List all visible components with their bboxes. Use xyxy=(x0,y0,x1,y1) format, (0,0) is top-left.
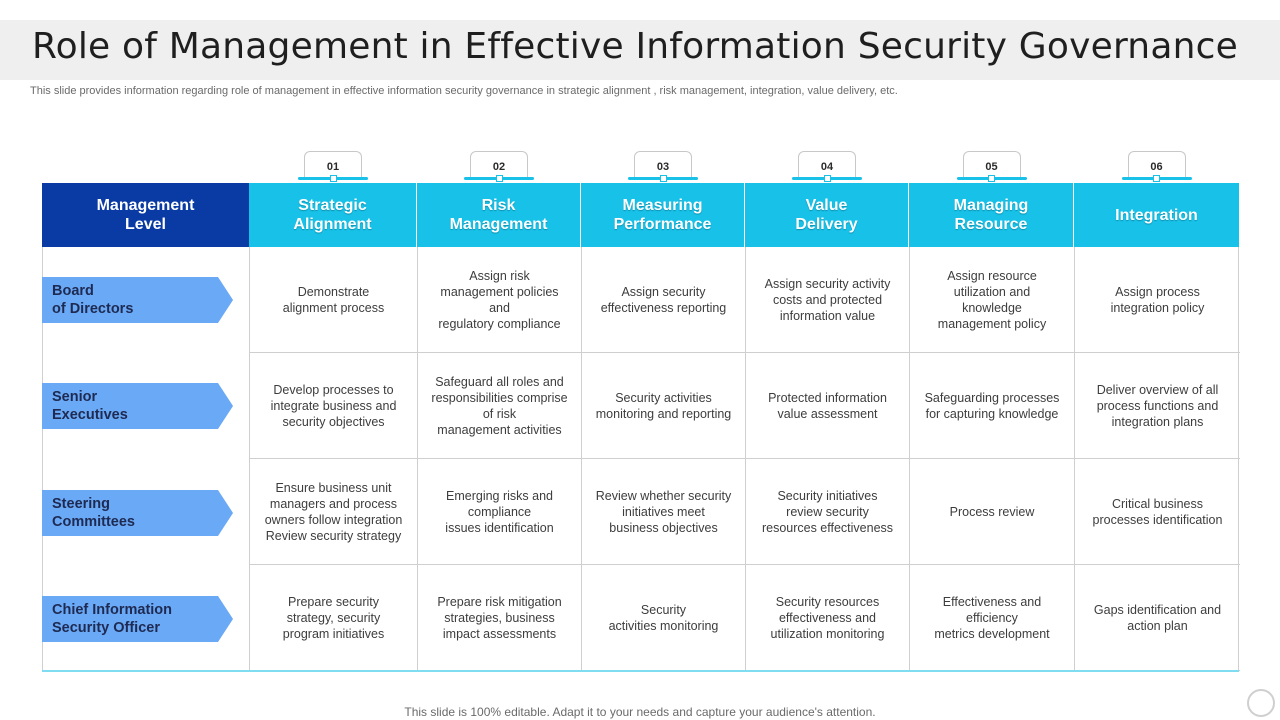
footer-note: This slide is 100% editable. Adapt it to your needs and capture your audience's attention. xyxy=(404,705,876,719)
table-cell: Assign resource utilization and knowledge management policy xyxy=(910,247,1075,353)
column-number-1: 01 xyxy=(304,151,362,178)
table-cell: Protected information value assessment xyxy=(746,353,910,459)
row-label-arrow xyxy=(42,490,233,536)
table-cell: Safeguard all roles and responsibilities comprise of risk management activities xyxy=(418,353,582,459)
page-title: Role of Management in Effective Information Security Governance xyxy=(32,26,1238,67)
table-cell: Critical business processes identification xyxy=(1075,459,1240,565)
table-cell: Deliver overview of all process functions and integration plans xyxy=(1075,353,1240,459)
table-cell: Security initiatives review security resources effectiveness xyxy=(746,459,910,565)
column-header-3: Measuring Performance xyxy=(581,183,745,247)
table-cell: Prepare risk mitigation strategies, business impact assessments xyxy=(418,565,582,671)
row-label-text: Board of Directors xyxy=(52,283,134,317)
table-cell: Assign security activity costs and protected information value xyxy=(746,247,910,353)
table-cell: Gaps identification and action plan xyxy=(1075,565,1240,671)
table-cell: Review whether security initiatives meet business objectives xyxy=(582,459,746,565)
table-cell: Assign risk management policies and regulatory compliance xyxy=(418,247,582,353)
column-number-4: 04 xyxy=(798,151,856,178)
table-cell: Safeguarding processes for capturing knowledge xyxy=(910,353,1075,459)
table-cell: Ensure business unit managers and process owners follow integration Review security strategy xyxy=(250,459,418,565)
table-cell: Demonstrate alignment process xyxy=(250,247,418,353)
column-number-5: 05 xyxy=(963,151,1021,178)
row-label-arrow xyxy=(42,596,233,642)
table-cell: Develop processes to integrate business and security objectives xyxy=(250,353,418,459)
row-label-arrow xyxy=(42,277,233,323)
column-number-connector-dot xyxy=(988,175,995,182)
column-number-2: 02 xyxy=(470,151,528,178)
column-header-4: Value Delivery xyxy=(745,183,909,247)
column-header-6: Integration xyxy=(1074,183,1239,247)
grid-bottom-border xyxy=(42,670,1239,672)
column-number-connector-dot xyxy=(1153,175,1160,182)
page-subtitle: This slide provides information regarding role of management in effective information security governance in strategic alignment , risk management, integration, value delivery, etc. xyxy=(30,85,898,97)
table-cell: Security activities monitoring xyxy=(582,565,746,671)
column-number-6: 06 xyxy=(1128,151,1186,178)
row-label-text: Senior Executives xyxy=(52,389,128,423)
column-number-connector-dot xyxy=(660,175,667,182)
row-label-text: Chief Information Security Officer xyxy=(52,602,173,636)
governance-table xyxy=(249,247,1239,671)
table-cell: Effectiveness and efficiency metrics development xyxy=(910,565,1075,671)
row-label-text: Steering Committees xyxy=(52,496,135,530)
table-cell: Security resources effectiveness and utilization monitoring xyxy=(746,565,910,671)
column-header-1: Strategic Alignment xyxy=(249,183,417,247)
header-management-level: Management Level xyxy=(42,183,249,247)
column-header-5: Managing Resource xyxy=(909,183,1074,247)
table-cell: Security activities monitoring and reporting xyxy=(582,353,746,459)
table-cell: Assign security effectiveness reporting xyxy=(582,247,746,353)
column-header-2: Risk Management xyxy=(417,183,581,247)
row-label-arrow xyxy=(42,383,233,429)
table-cell: Assign process integration policy xyxy=(1075,247,1240,353)
column-number-3: 03 xyxy=(634,151,692,178)
table-cell: Process review xyxy=(910,459,1075,565)
column-number-connector-dot xyxy=(824,175,831,182)
column-number-connector-dot xyxy=(496,175,503,182)
table-cell: Emerging risks and compliance issues identification xyxy=(418,459,582,565)
column-number-connector-dot xyxy=(330,175,337,182)
circle-icon xyxy=(1247,689,1275,717)
table-cell: Prepare security strategy, security program initiatives xyxy=(250,565,418,671)
